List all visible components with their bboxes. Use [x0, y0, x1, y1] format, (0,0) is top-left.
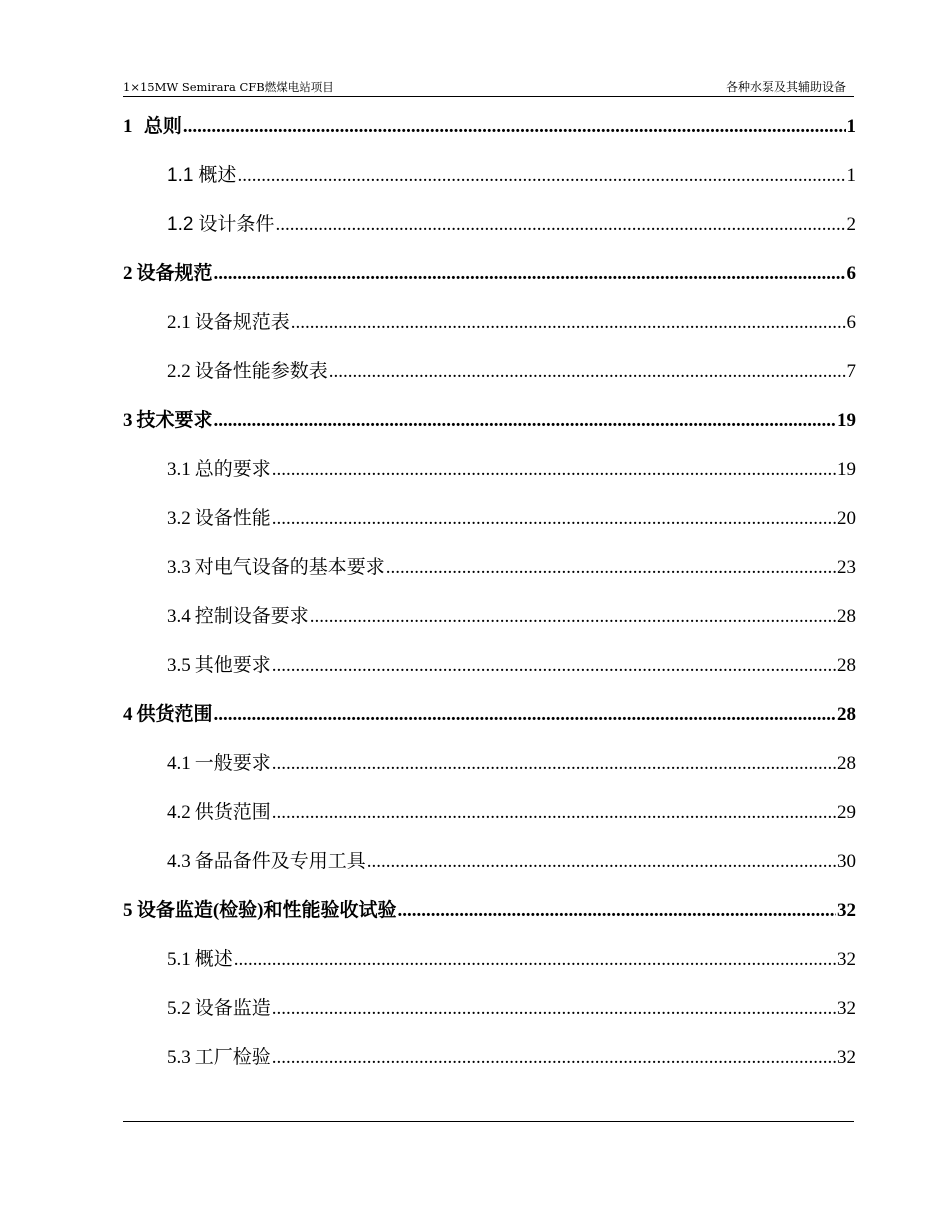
toc-entry-page-number: 32 [837, 1047, 856, 1068]
toc-entry-number: 3.1 [167, 459, 191, 480]
toc-dot-leader [386, 543, 836, 592]
toc-entry-title: 供货范围 [136, 704, 213, 725]
toc-entry-number: 5.2 [167, 998, 191, 1019]
toc-chapter-entry[interactable] [123, 886, 856, 935]
toc-entry-title: 控制设备要求 [194, 606, 309, 627]
toc-entry-number: 3.2 [167, 508, 191, 529]
toc-dot-leader [275, 200, 845, 249]
toc-section-entry[interactable] [123, 494, 856, 543]
toc-entry-number: 3.3 [167, 557, 191, 578]
toc-section-entry[interactable] [123, 445, 856, 494]
toc-entry-title: 一般要求 [194, 753, 271, 774]
toc-entry-page-number: 6 [846, 263, 856, 284]
toc-dot-leader [272, 641, 836, 690]
toc-entry-page-number: 6 [846, 312, 856, 333]
toc-entry-title: 概述 [194, 949, 233, 970]
toc-entry-title: 备品备件及专用工具 [194, 851, 366, 872]
header-project-title: 1×15MW Semirara CFB燃煤电站项目 [123, 80, 334, 94]
toc-entry-page-number: 29 [837, 802, 856, 823]
header-section-title: 各种水泵及其辅助设备 [725, 80, 846, 94]
toc-chapter-entry[interactable] [123, 690, 856, 739]
toc-entry-page-number: 30 [837, 851, 856, 872]
toc-section-entry[interactable] [123, 543, 856, 592]
toc-entry-page-number: 1 [846, 165, 856, 186]
toc-dot-leader [214, 396, 836, 445]
toc-entry-number: 4.3 [167, 851, 191, 872]
toc-entry-title: 总的要求 [194, 459, 271, 480]
toc-entry-title: 其他要求 [194, 655, 271, 676]
toc-entry-page-number: 32 [837, 949, 856, 970]
toc-entry-number: 5.1 [167, 949, 191, 970]
toc-entry-page-number: 32 [837, 998, 856, 1019]
toc-entry-title: 技术要求 [136, 410, 213, 431]
toc-dot-leader [237, 151, 845, 200]
toc-entry-page-number: 28 [837, 655, 856, 676]
toc-section-entry[interactable] [123, 200, 856, 249]
toc-section-entry[interactable] [123, 935, 856, 984]
toc-dot-leader [310, 592, 836, 641]
toc-dot-leader [272, 984, 836, 1033]
toc-entry-title: 工厂检验 [194, 1047, 271, 1068]
toc-entry-number: 1.2 [167, 214, 194, 235]
toc-dot-leader [234, 935, 836, 984]
toc-chapter-entry[interactable] [123, 396, 856, 445]
footer-divider [123, 1121, 854, 1122]
toc-entry-number: 2 [123, 263, 133, 284]
toc-entry-title: 设备规范 [136, 263, 213, 284]
toc-dot-leader [397, 886, 836, 935]
toc-chapter-entry[interactable] [123, 249, 856, 298]
toc-entry-title: 设备监造(检验)和性能验收试验 [136, 900, 397, 921]
toc-entry-page-number: 28 [837, 606, 856, 627]
toc-dot-leader [329, 347, 846, 396]
toc-dot-leader [291, 298, 846, 347]
toc-entry-number: 4.1 [167, 753, 191, 774]
toc-entry-page-number: 2 [846, 214, 856, 235]
toc-section-entry[interactable] [123, 298, 856, 347]
toc-section-entry[interactable] [123, 1033, 856, 1082]
page-header [123, 78, 854, 97]
toc-dot-leader [272, 494, 836, 543]
toc-entry-page-number: 28 [837, 753, 856, 774]
toc-dot-leader [272, 739, 836, 788]
toc-entry-page-number: 7 [846, 361, 856, 382]
toc-entry-page-number: 23 [837, 557, 856, 578]
toc-entry-number: 1.1 [167, 165, 194, 186]
toc-entry-number: 4 [123, 704, 133, 725]
toc-section-entry[interactable] [123, 347, 856, 396]
toc-entry-number: 3 [123, 410, 133, 431]
toc-entry-number: 5 [123, 900, 133, 921]
toc-entry-title: 供货范围 [194, 802, 271, 823]
toc-entry-number: 3.5 [167, 655, 191, 676]
toc-section-entry[interactable] [123, 788, 856, 837]
toc-dot-leader [272, 445, 836, 494]
toc-section-entry[interactable] [123, 984, 856, 1033]
toc-entry-number: 4.2 [167, 802, 191, 823]
toc-entry-page-number: 1 [846, 116, 856, 137]
toc-section-entry[interactable] [123, 592, 856, 641]
toc-entry-title: 设计条件 [198, 214, 275, 235]
toc-dot-leader [214, 249, 846, 298]
toc-entry-title: 设备监造 [194, 998, 271, 1019]
toc-entry-page-number: 28 [837, 704, 856, 725]
toc-section-entry[interactable] [123, 641, 856, 690]
toc-entry-page-number: 19 [837, 410, 856, 431]
table-of-contents [123, 102, 856, 1082]
toc-dot-leader [367, 837, 836, 886]
toc-entry-number: 3.4 [167, 606, 191, 627]
toc-entry-title: 总则 [143, 116, 182, 137]
toc-entry-page-number: 20 [837, 508, 856, 529]
toc-entry-page-number: 32 [837, 900, 856, 921]
toc-entry-title: 设备性能 [194, 508, 271, 529]
toc-entry-number: 5.3 [167, 1047, 191, 1068]
toc-section-entry[interactable] [123, 151, 856, 200]
toc-entry-title: 对电气设备的基本要求 [194, 557, 385, 578]
toc-entry-title: 设备规范表 [194, 312, 290, 333]
toc-chapter-entry[interactable] [123, 102, 856, 151]
toc-entry-title: 概述 [198, 165, 237, 186]
toc-entry-title: 设备性能参数表 [194, 361, 328, 382]
toc-section-entry[interactable] [123, 739, 856, 788]
toc-dot-leader [214, 690, 836, 739]
toc-entry-page-number: 19 [837, 459, 856, 480]
toc-entry-number: 2.2 [167, 361, 191, 382]
toc-dot-leader [272, 1033, 836, 1082]
toc-entry-number: 1 [123, 116, 133, 137]
toc-dot-leader [183, 102, 846, 151]
toc-dot-leader [272, 788, 836, 837]
toc-entry-number: 2.1 [167, 312, 191, 333]
toc-section-entry[interactable] [123, 837, 856, 886]
